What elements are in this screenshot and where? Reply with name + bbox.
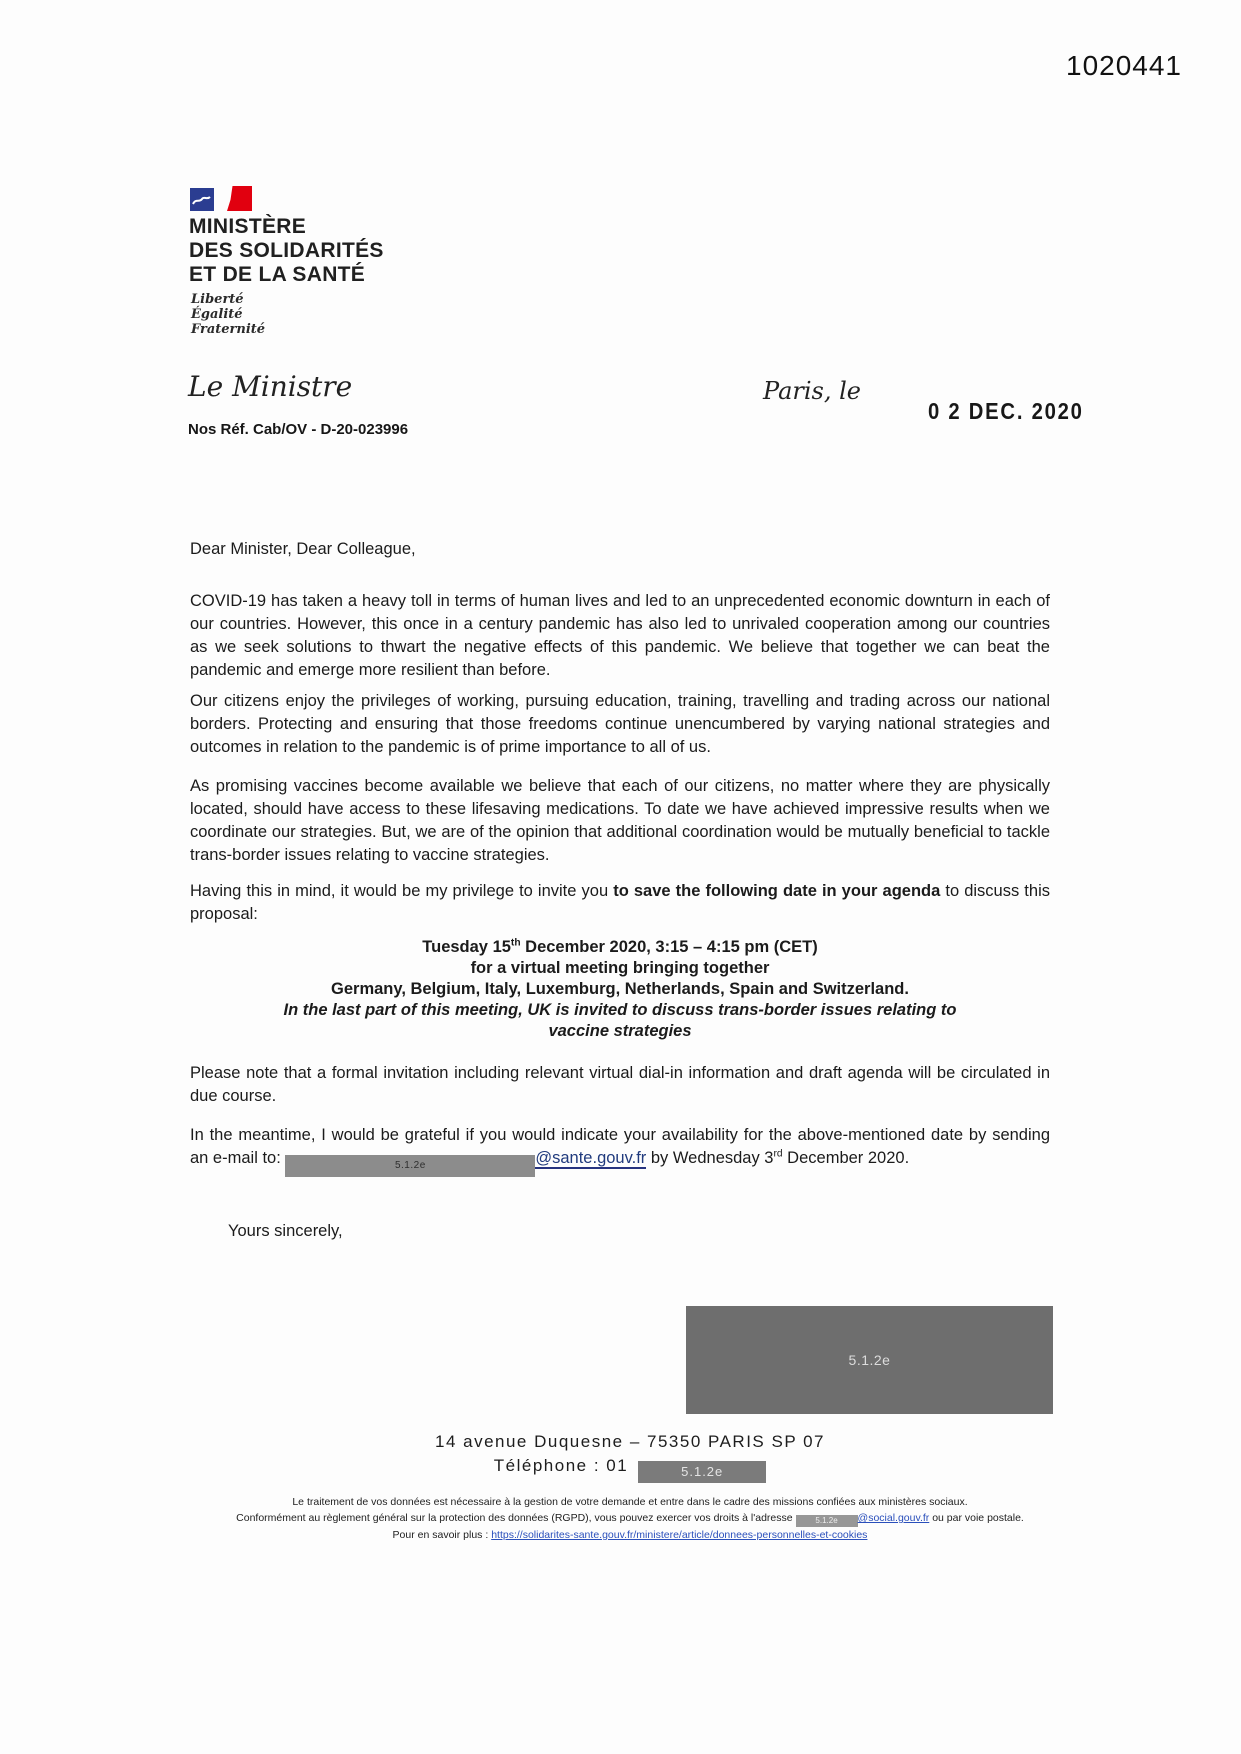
phone-label: Téléphone : 01 [493,1456,629,1475]
meeting-countries-line: Germany, Belgium, Italy, Luxemburg, Netherlands, Spain and Switzerland. [331,980,909,998]
ministry-line-2: DES SOLIDARITÉS [189,239,384,262]
ministry-line-1: MINISTÈRE [189,215,307,238]
legal-line2-pre: Conformément au règlement général sur la protection des données (RGPD), vous pouvez exercer vos droits à l'adresse [236,1512,796,1524]
save-the-date-bold-text: to save the following date in your agenda [613,882,941,900]
meeting-uk-note-line2: vaccine strategies [548,1022,692,1040]
privacy-policy-link[interactable]: https://solidarites-sante.gouv.fr/ministere/article/donnees-personnelles-et-cookies [491,1529,868,1541]
meeting-details-block [190,937,1050,1042]
ministry-line-3: ET DE LA SANTÉ [189,263,366,286]
invitation-post-text: to discuss this proposal: [190,882,1050,923]
rsvp-mid-text: by Wednesday 3 [646,1149,774,1167]
date-stamp: 0 2 DEC. 2020 [928,398,1084,424]
paragraph-vaccines-access: As promising vaccines become available we believe that each of our citizens, no matter where they are physically located, should have access to these lifesaving medications. To date we have achieved impressive results when we coordinate our strategies. But, we are of the opinion that additional coordination would be mutually beneficial to tackle trans-border issues relating to vaccine strategies. [190,777,1050,864]
paragraph-formal-invitation: Please note that a formal invitation including relevant virtual dial-in information and draft agenda will be circulated in due course. [190,1064,1050,1105]
signature-redaction-label: 5.1.2e [848,1352,891,1368]
footer-address: 14 avenue Duquesne – 75350 PARIS SP 07 [434,1432,825,1451]
place-line: Paris, le [763,377,861,405]
meeting-datetime-line [190,937,1050,958]
motto-fraternite: Fraternité [191,322,266,337]
legal-line-2 [20,1510,1240,1527]
phone-redaction-box: 5.1.2e [638,1461,766,1483]
ministry-name [189,215,384,287]
motto-egalite: Égalité [191,307,243,322]
legal-line2-post: ou par voie postale. [929,1512,1024,1524]
sender-title: Le Ministre [188,370,353,403]
meeting-purpose-line: for a virtual meeting bringing together [470,959,770,977]
invitation-pre-text: Having this in mind, it would be my privilege to invite you [190,882,614,900]
paragraph-invitation [190,880,1050,926]
legal-redaction-box: 5.1.2e [796,1515,858,1527]
legal-line-1: Le traitement de vos données est nécessaire à la gestion de votre demande et entre dans le cadre des missions confiées aux ministères sociaux. [292,1496,968,1508]
email-redaction-box: 5.1.2e [285,1155,535,1177]
french-flag-logo [190,186,260,212]
paragraph-covid-toll: COVID-19 has taken a heavy toll in terms of human lives and led to an unprecedented economic downturn in each of our countries. However, this once in a century pandemic has also led to unrivaled cooperation among our countries as we seek solutions to thwart the negative effects of this pandemic. We believe that together we can beat the pandemic and emerge more resilient than before. [190,592,1050,679]
document-number: 1020441 [1066,50,1183,81]
meeting-uk-note-line1: In the last part of this meeting, UK is invited to discuss trans-border issues relating to [283,1001,957,1019]
social-gouv-email-link[interactable]: @social.gouv.fr [857,1512,930,1524]
paragraph-citizen-freedoms: Our citizens enjoy the privileges of working, pursuing education, training, travelling and trading across our national borders. Protecting and ensuring that those freedoms continue unencumbered by varying national strategies and outcomes in relation to the pandemic is of prime importance to all of us. [190,692,1050,756]
reference-number: Nos Réf. Cab/OV - D-20-023996 [188,421,409,438]
meeting-date-ordinal: th [510,937,521,949]
email-link-wrap [285,1149,646,1169]
meeting-date-pre: Tuesday 15 [422,938,511,956]
footer-phone-line [20,1456,1240,1483]
legal-line3-pre: Pour en savoir plus : [392,1529,492,1541]
rsvp-pre-text: In the meantime, I would be grateful if you would indicate your availability for the above-mentioned date by sending an e-mail to: [190,1126,1050,1167]
flag-red-block [227,186,252,211]
rsvp-post-text: December 2020. [782,1149,910,1167]
sante-gouv-email-link[interactable]: @sante.gouv.fr [535,1149,647,1167]
marianne-icon [192,194,212,208]
rsvp-date-ordinal: rd [773,1148,783,1160]
flag-blue-block [190,188,214,211]
meeting-date-post: December 2020, 3:15 – 4:15 pm (CET) [520,938,818,956]
paragraph-rsvp [190,1124,1050,1177]
republic-motto [191,292,265,337]
closing-salutation: Yours sincerely, [228,1222,343,1240]
legal-line-3 [20,1527,1240,1543]
salutation: Dear Minister, Dear Colleague, [190,540,416,558]
signature-redaction-box [686,1306,1053,1414]
motto-liberte: Liberté [191,292,244,307]
legal-notice [20,1494,1240,1543]
